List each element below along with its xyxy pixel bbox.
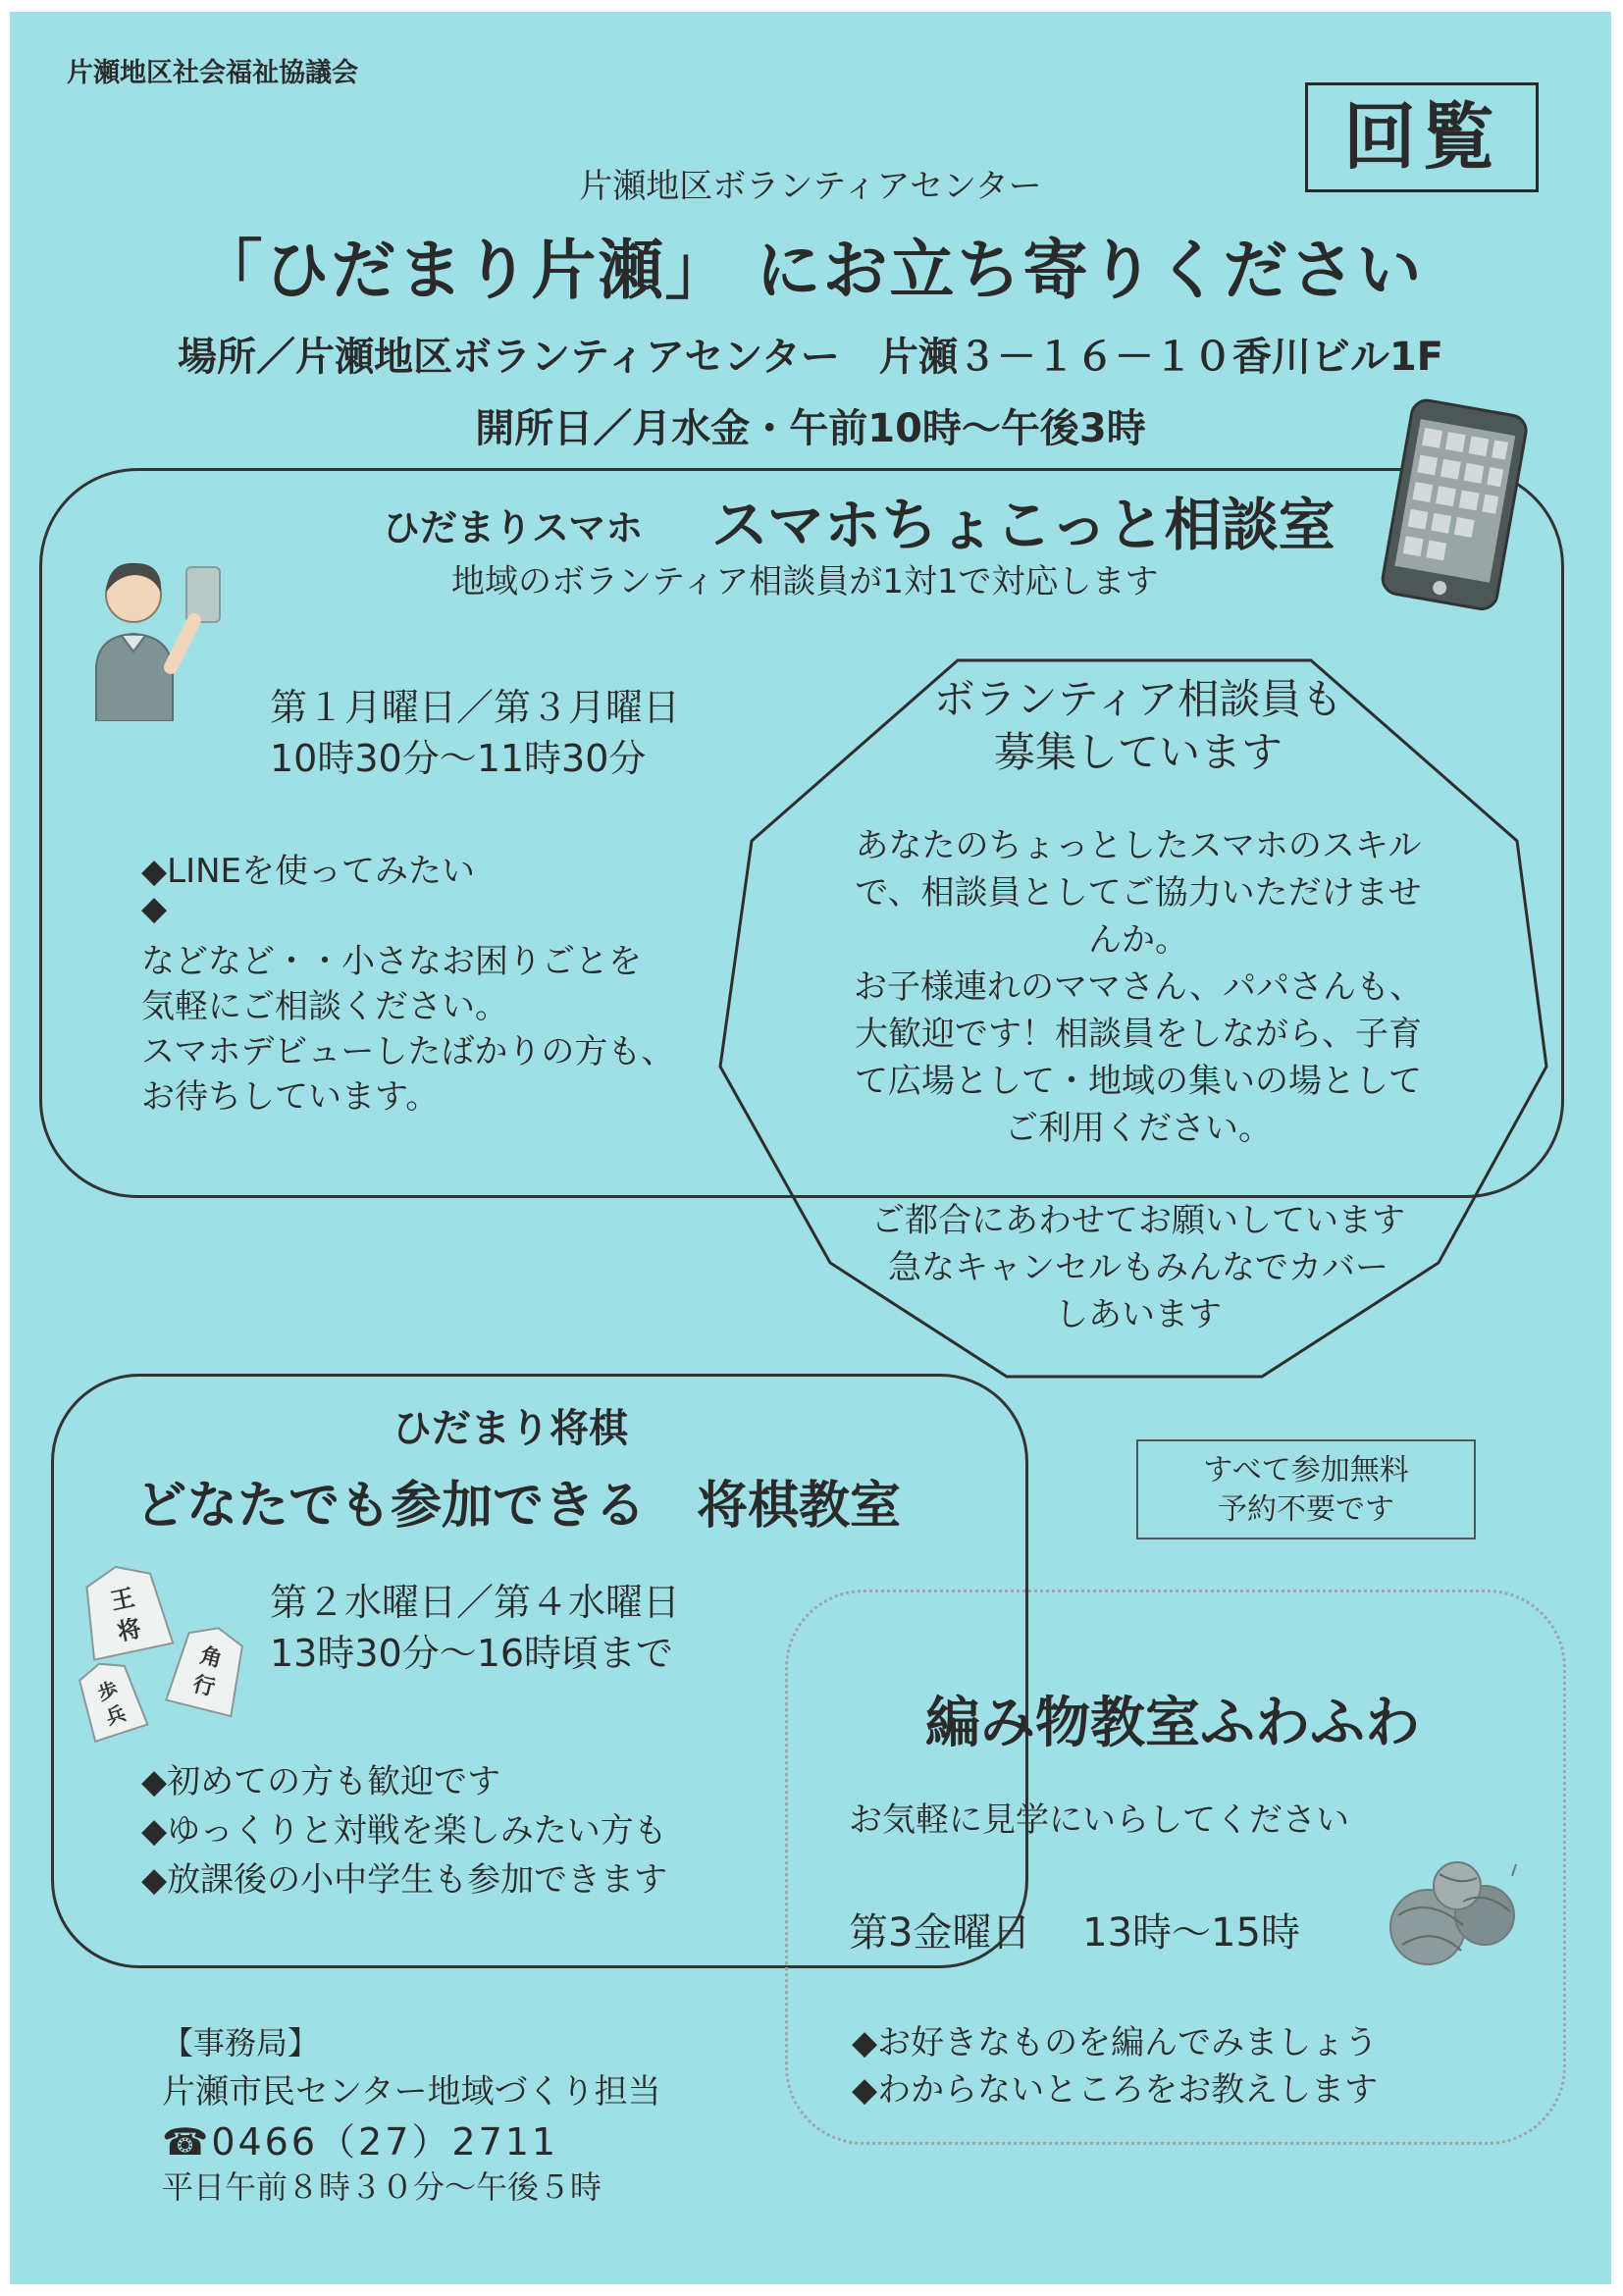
yarn-balls-illustration bbox=[1379, 1856, 1526, 1974]
volunteer-body-line: 大歓迎です！相談員をしながら、子育 bbox=[855, 1015, 1422, 1054]
smartphone-section-label: ひだまりスマホ bbox=[383, 506, 644, 549]
person-with-phone-illustration bbox=[88, 549, 236, 721]
circulation-stamp: 回覧 bbox=[1305, 82, 1539, 192]
office-heading: 【事務局】 bbox=[162, 2024, 320, 2061]
volunteer-body-line: んか。 bbox=[1088, 920, 1188, 960]
shogi-section-label: ひだまり将棋 bbox=[393, 1406, 628, 1451]
smartphone-body-line: スマホデビューしたばかりの方も、 bbox=[141, 1032, 675, 1071]
svg-text:角: 角 bbox=[197, 1644, 225, 1673]
volunteer-body-line: ご都合にあわせてお願いしています bbox=[871, 1201, 1405, 1240]
shogi-bullet: ◆ゆっくりと対戦を楽しみたい方も bbox=[141, 1811, 667, 1851]
location-line: 場所／片瀬地区ボランティアセンター 片瀬３－１６－１０香川ビル1F bbox=[178, 335, 1443, 380]
smartphone-bullet: ◆LINEを使ってみたい bbox=[141, 852, 476, 891]
svg-text:行: 行 bbox=[190, 1672, 218, 1701]
svg-text:歩: 歩 bbox=[94, 1676, 122, 1705]
knitting-schedule: 第3金曜日 13時～15時 bbox=[849, 1910, 1300, 1956]
open-days-line: 開所日／月水金・午前10時～午後3時 bbox=[475, 406, 1146, 451]
shogi-bullet: ◆初めての方も歓迎です bbox=[141, 1762, 501, 1801]
knitting-section-subtitle: お気軽に見学にいらしてください bbox=[849, 1800, 1349, 1840]
smartphone-body-line: 気軽にご相談ください。 bbox=[141, 987, 508, 1026]
volunteer-heading: ボランティア相談員も bbox=[933, 675, 1343, 723]
shogi-schedule-time: 13時30分～16時頃まで bbox=[270, 1632, 674, 1675]
knitting-bullet: ◆お好きなものを編んでみましょう bbox=[852, 2023, 1379, 2062]
volunteer-body-line: しあいます bbox=[1055, 1295, 1222, 1334]
volunteer-body-line: 急なキャンセルもみんなでカバー bbox=[888, 1248, 1388, 1287]
page-title: 「ひだまり片瀬」 にお立ち寄りください bbox=[197, 233, 1424, 308]
smartphone-schedule-days: 第１月曜日／第３月曜日 bbox=[270, 686, 681, 729]
volunteer-body-line: あなたのちょっとしたスマホのスキル bbox=[855, 826, 1422, 865]
shogi-schedule-days: 第２水曜日／第４水曜日 bbox=[270, 1581, 681, 1624]
smartphone-section-description: 地域のボランティア相談員が1対1で対応します bbox=[451, 562, 1159, 601]
smartphone-schedule-time: 10時30分～11時30分 bbox=[270, 737, 647, 780]
subtitle: 片瀬地区ボランティアセンター bbox=[579, 167, 1042, 206]
organization-name: 片瀬地区社会福祉協議会 bbox=[67, 58, 358, 88]
volunteer-body-line: で、相談員としてご協力いただけませ bbox=[855, 873, 1422, 913]
office-hours: 平日午前８時３０分～午後５時 bbox=[162, 2168, 602, 2206]
smartphone-illustration bbox=[1377, 398, 1529, 612]
svg-text:将: 将 bbox=[114, 1614, 144, 1646]
free-notice-box bbox=[1136, 1439, 1476, 1539]
smartphone-section-title: スマホちょこっと相談室 bbox=[711, 492, 1335, 558]
flyer-sheet bbox=[10, 12, 1611, 2284]
svg-text:兵: 兵 bbox=[102, 1700, 130, 1730]
shogi-bullet: ◆放課後の小中学生も参加できます bbox=[141, 1860, 668, 1900]
knitting-bullet: ◆わからないところをお教えします bbox=[852, 2070, 1379, 2110]
svg-text:王: 王 bbox=[108, 1584, 137, 1616]
free-notice-line: 予約不要です bbox=[1218, 1492, 1394, 1527]
volunteer-body-line: て広場として・地域の集いの場として bbox=[855, 1062, 1422, 1101]
shogi-section-title: どなたでも参加できる 将棋教室 bbox=[135, 1477, 902, 1536]
smartphone-bullet: ◆ bbox=[141, 889, 168, 928]
volunteer-body-line: お子様連れのママさん、パパさんも、 bbox=[853, 967, 1424, 1007]
volunteer-body-line: ご利用ください。 bbox=[1005, 1109, 1272, 1148]
free-notice-line: すべて参加無料 bbox=[1203, 1453, 1409, 1487]
office-name: 片瀬市民センター地域づくり担当 bbox=[162, 2072, 661, 2112]
knitting-section-title: 編み物教室ふわふわ bbox=[925, 1692, 1420, 1755]
office-phone: ☎0466（27）2711 bbox=[162, 2120, 559, 2164]
smartphone-body-line: などなど・・小さなお困りごとを bbox=[141, 942, 642, 981]
volunteer-heading: 募集しています bbox=[993, 728, 1283, 776]
smartphone-body-line: お待ちしています。 bbox=[141, 1077, 440, 1117]
